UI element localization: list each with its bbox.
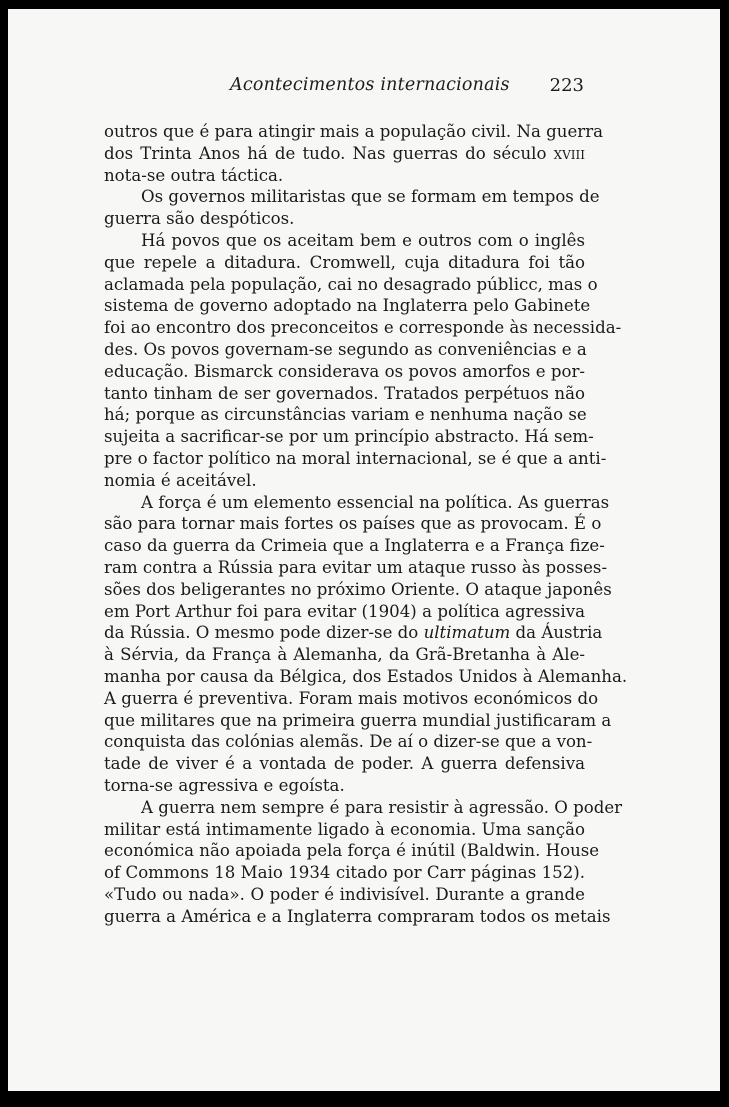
running-title: Acontecimentos internacionais	[230, 75, 510, 95]
text-line: que repele a ditadura. Cromwell, cuja ditadura foi tão	[104, 252, 585, 272]
page-number: 223	[549, 75, 584, 96]
paragraph	[104, 230, 622, 492]
text-line: ram contra a Rússia para evitar um ataque russo às posses-	[104, 557, 608, 577]
body-text	[104, 121, 628, 927]
text-line: educação. Bismarck considerava os povos amorfos e por-	[104, 361, 585, 381]
text-line: outros que é para atingir mais a população civil. Na guerra	[104, 122, 604, 141]
paragraph	[104, 121, 604, 186]
paragraph	[104, 492, 628, 797]
text-line: nomia é aceitável.	[104, 470, 257, 490]
text-line: há; porque as circunstâncias variam e nenhuma nação se	[104, 405, 587, 425]
text-line: conquista das colónias alemãs. De aí o dizer-se que a von-	[104, 732, 593, 752]
text-line: militar está intimamente ligado à economia. Uma sanção	[104, 819, 585, 839]
text-line: guerra a América e a Inglaterra compraram todos os metais	[104, 906, 611, 926]
text-line: à Sérvia, da França à Alemanha, da Grã-Bretanha à Ale-	[104, 645, 585, 665]
text-line: A guerra nem sempre é para resistir à agressão. O poder	[141, 797, 623, 817]
text-line: aclamada pela população, cai no desagrado públicc, mas o	[104, 274, 598, 294]
text-line: são para tornar mais fortes os países que as provocam. É o	[104, 514, 602, 534]
paragraph	[104, 186, 600, 230]
text-line: sistema de governo adoptado na Inglaterra pelo Gabinete	[104, 296, 591, 316]
page-header	[104, 75, 588, 103]
text-line: dos Trinta Anos há de tudo. Nas guerras do século xviii	[104, 143, 585, 163]
text-line: sujeita a sacrificar-se por um princípio abstracto. Há sem-	[104, 427, 594, 447]
book-page	[8, 9, 720, 1091]
text-line: da Rússia. O mesmo pode dizer-se do ultimatum da Áustria	[104, 623, 603, 643]
text-line: tade de viver é a vontada de poder. A guerra defensiva	[104, 754, 585, 774]
text-line: foi ao encontro dos preconceitos e corresponde às necessida-	[104, 318, 622, 338]
text-line: Há povos que os aceitam bem e outros com o inglês	[141, 230, 585, 250]
text-line: sões dos beligerantes no próximo Oriente. O ataque japonês	[104, 579, 612, 599]
text-line: A força é um elemento essencial na política. As guerras	[141, 492, 610, 512]
text-line: Os governos militaristas que se formam em tempos de	[141, 187, 600, 207]
text-line: A guerra é preventiva. Foram mais motivos económicos do	[104, 688, 599, 708]
text-line: pre o factor político na moral internacional, se é que a anti-	[104, 448, 607, 468]
text-line: tanto tinham de ser governados. Tratados perpétuos não	[104, 383, 585, 403]
text-line: que militares que na primeira guerra mundial justificaram a	[104, 710, 612, 730]
text-line: of Commons 18 Maio 1934 citado por Carr páginas 152).	[104, 863, 585, 883]
text-line: caso da guerra da Crimeia que a Inglaterra e a França fize-	[104, 536, 605, 556]
text-line: nota-se outra táctica.	[104, 165, 284, 185]
text-line: em Port Arthur foi para evitar (1904) a política agressiva	[104, 601, 585, 621]
text-line: torna-se agressiva e egoísta.	[104, 775, 345, 795]
text-line: guerra são despóticos.	[104, 209, 295, 229]
text-line: económica não apoiada pela força é inútil (Baldwin. House	[104, 841, 600, 861]
text-line: des. Os povos governam-se segundo as conveniências e a	[104, 339, 587, 359]
paragraph	[104, 797, 623, 928]
text-line: «Tudo ou nada». O poder é indivisível. Durante a grande	[104, 884, 585, 904]
text-line: manha por causa da Bélgica, dos Estados Unidos à Alemanha.	[104, 666, 628, 686]
